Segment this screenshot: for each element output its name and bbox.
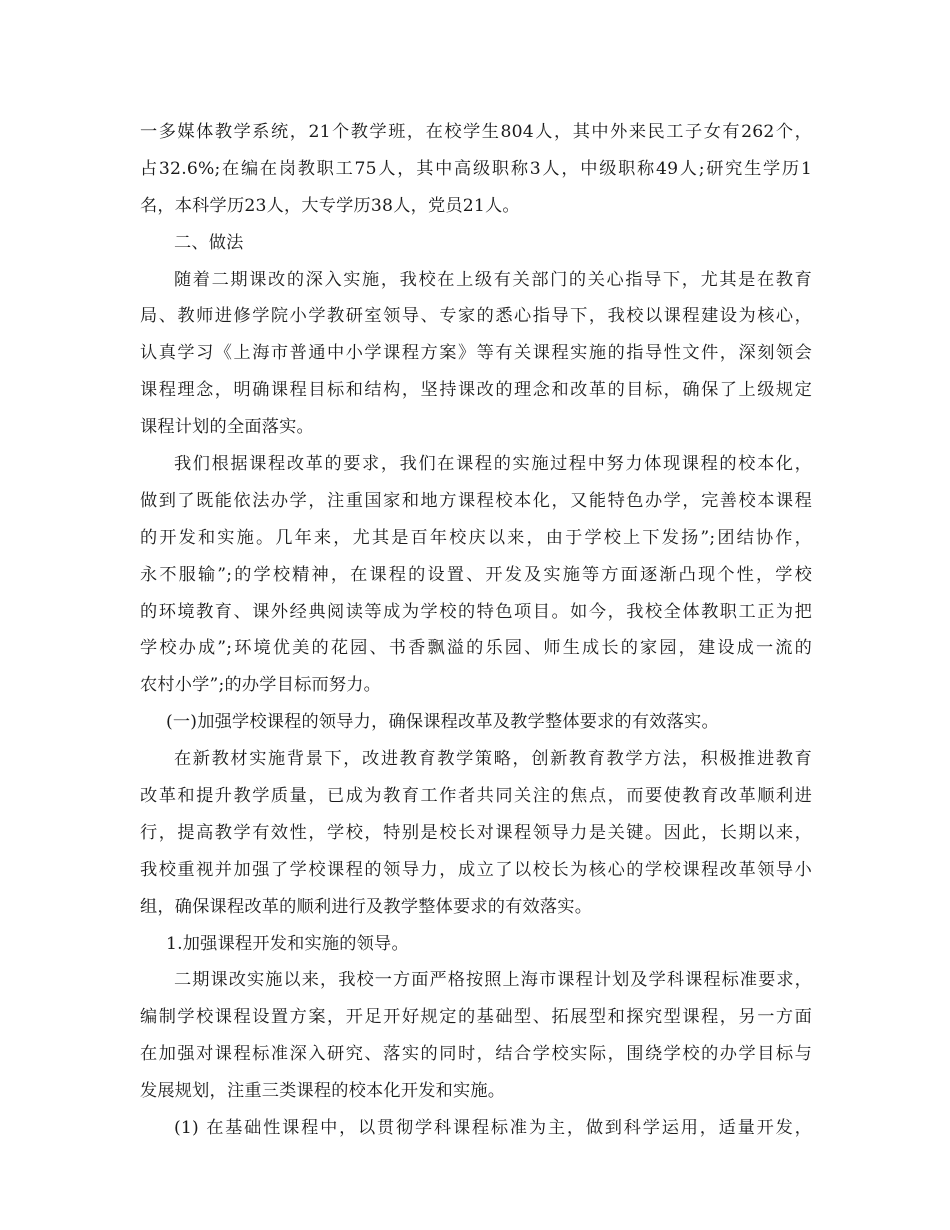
- body-line-16: 农村小学”;的办学目标而努力。: [140, 675, 382, 696]
- body-line-10: 我们根据课程改革的要求，我们在课程的实施过程中努力体现课程的校本化，: [174, 454, 812, 475]
- body-line-22: 组，确保课程改革的顺利进行及教学整体要求的有效落实。: [140, 896, 593, 917]
- body-line-21: 我校重视并加强了学校课程的领导力，成立了以校长为核心的学校课程改革领导小: [140, 859, 812, 880]
- body-line-14: 的环境教育、课外经典阅读等成为学校的特色项目。如今，我校全体教职工正为把: [140, 601, 812, 622]
- body-line-13: 永不服输”;的学校精神，在课程的设置、开发及实施等方面逐渐凸现个性，学校: [140, 564, 812, 585]
- body-line-18: 在新教材实施背景下，改进教育教学策略，创新教育教学方法，积极推进教育: [174, 749, 812, 770]
- body-line-12: 的开发和实施。几年来，尤其是百年校庆以来，由于学校上下发扬”;团结协作，: [140, 527, 812, 548]
- item-heading-1: 1.加强课程开发和实施的领导。: [166, 933, 409, 954]
- body-line-27: 发展规划，注重三类课程的校本化开发和实施。: [140, 1081, 506, 1102]
- document-body: [140, 114, 812, 1147]
- body-line-9: 课程计划的全面落实。: [140, 417, 314, 438]
- body-line-5: 随着二期课改的深入实施，我校在上级有关部门的关心指导下，尤其是在教育: [174, 269, 812, 290]
- body-line-3: 名，本科学历23人，大专学历38人，党员21人。: [140, 195, 520, 216]
- body-line-26: 在加强对课程标准深入研究、落实的同时，结合学校实际，围绕学校的办学目标与: [140, 1044, 812, 1065]
- section-heading-practice: 二、做法: [174, 232, 244, 253]
- body-line-1: 一多媒体教学系统，21个教学班，在校学生804人，其中外来民工子女有262个，: [140, 122, 812, 142]
- body-line-19: 改革和提升教学质量，已成为教育工作者共同关注的焦点，而要使教育改革顺利进: [140, 786, 812, 807]
- body-line-15: 学校办成”;环境优美的花园、书香飘溢的乐园、师生成长的家园，建设成一流的: [140, 638, 812, 659]
- body-line-25: 编制学校课程设置方案，开足开好规定的基础型、拓展型和探究型课程，另一方面: [140, 1007, 812, 1028]
- body-line-7: 认真学习《上海市普通中小学课程方案》等有关课程实施的指导性文件，深刻领会: [140, 343, 812, 364]
- body-line-28: (1) 在基础性课程中，以贯彻学科课程标准为主，做到科学运用，适量开发，: [174, 1118, 812, 1139]
- body-line-20: 行，提高教学有效性，学校，特别是校长对课程领导力是关键。因此，长期以来，: [140, 822, 812, 843]
- body-line-11: 做到了既能依法办学，注重国家和地方课程校本化，又能特色办学，完善校本课程: [140, 490, 812, 511]
- body-line-8: 课程理念，明确课程目标和结构，坚持课改的理念和改革的目标，确保了上级规定: [140, 380, 812, 401]
- body-line-6: 局、教师进修学院小学教研室领导、专家的悉心指导下，我校以课程建设为核心，: [140, 306, 812, 327]
- body-line-2: 占32.6%;在编在岗教职工75人，其中高级职称3人，中级职称49人;研究生学历1: [140, 158, 812, 179]
- body-line-24: 二期课改实施以来，我校一方面严格按照上海市课程计划及学科课程标准要求，: [174, 970, 812, 991]
- subsection-heading-1: (一)加强学校课程的领导力，确保课程改革及教学整体要求的有效落实。: [166, 712, 719, 733]
